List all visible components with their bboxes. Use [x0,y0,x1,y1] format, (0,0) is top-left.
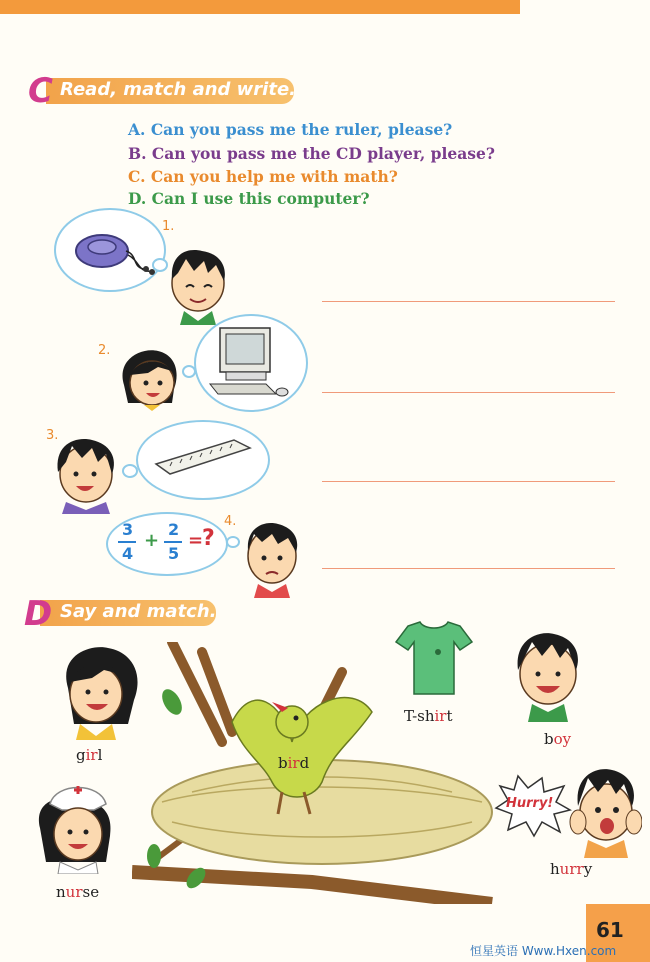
hurry-sign-text: Hurry! [506,796,554,811]
fraction-2-bar [164,541,182,543]
word-nurse: nurse [56,883,100,901]
answer-line-1 [322,301,615,302]
equals-sign: = [188,530,204,551]
girl-face-2 [114,345,184,415]
top-bar-cap [505,0,519,14]
word-tshirt: T-shirt [404,707,453,725]
plus-sign: + [144,530,160,551]
bubble-dot [122,464,138,478]
answer-line-4 [322,568,615,569]
item-number-1: 1. [162,219,175,234]
fraction-1-bar [118,541,136,543]
item-number-4: 4. [224,514,237,529]
bubble-dot [182,365,196,378]
nurse-illustration [34,778,122,874]
top-color-bar [0,0,520,14]
answer-line-2 [322,392,615,393]
hurry-boy-illustration [566,762,642,858]
answer-line-3 [322,481,615,482]
boy-illustration [508,626,588,722]
word-bird: bird [278,754,310,772]
boy-face-3 [50,432,124,514]
fraction-2-denominator: 5 [168,544,180,563]
section-d-title: Say and match. [60,601,217,622]
page-number: 61 [596,918,624,942]
girl-illustration [58,644,144,740]
section-d-letter: D [24,594,53,634]
fraction-2-numerator: 2 [168,520,180,539]
option-d: D. Can I use this computer? [128,189,370,208]
item-number-3: 3. [46,428,59,443]
section-c-letter: C [28,71,53,111]
word-hurry: hurry [550,860,593,878]
option-c: C. Can you help me with math? [128,167,398,186]
watermark: 恒星英语 Www.Hxen.com [470,944,617,958]
fraction-1-numerator: 3 [122,520,134,539]
boy-face-1 [164,243,234,325]
fraction-1-denominator: 4 [122,544,134,563]
section-c-title: Read, match and write. [60,79,297,100]
ruler-icon [150,436,254,478]
tshirt-illustration [394,618,474,698]
item-number-2: 2. [98,343,111,358]
computer-icon [206,324,292,402]
boy-face-4 [238,516,308,598]
word-girl: girl [76,746,103,764]
option-a: A. Can you pass me the ruler, please? [128,120,453,139]
cd-player-icon [68,225,158,280]
question-mark: ? [202,526,215,551]
option-b: B. Can you pass me the CD player, please? [128,144,495,163]
word-boy: boy [544,730,572,748]
math-problem [116,516,220,568]
